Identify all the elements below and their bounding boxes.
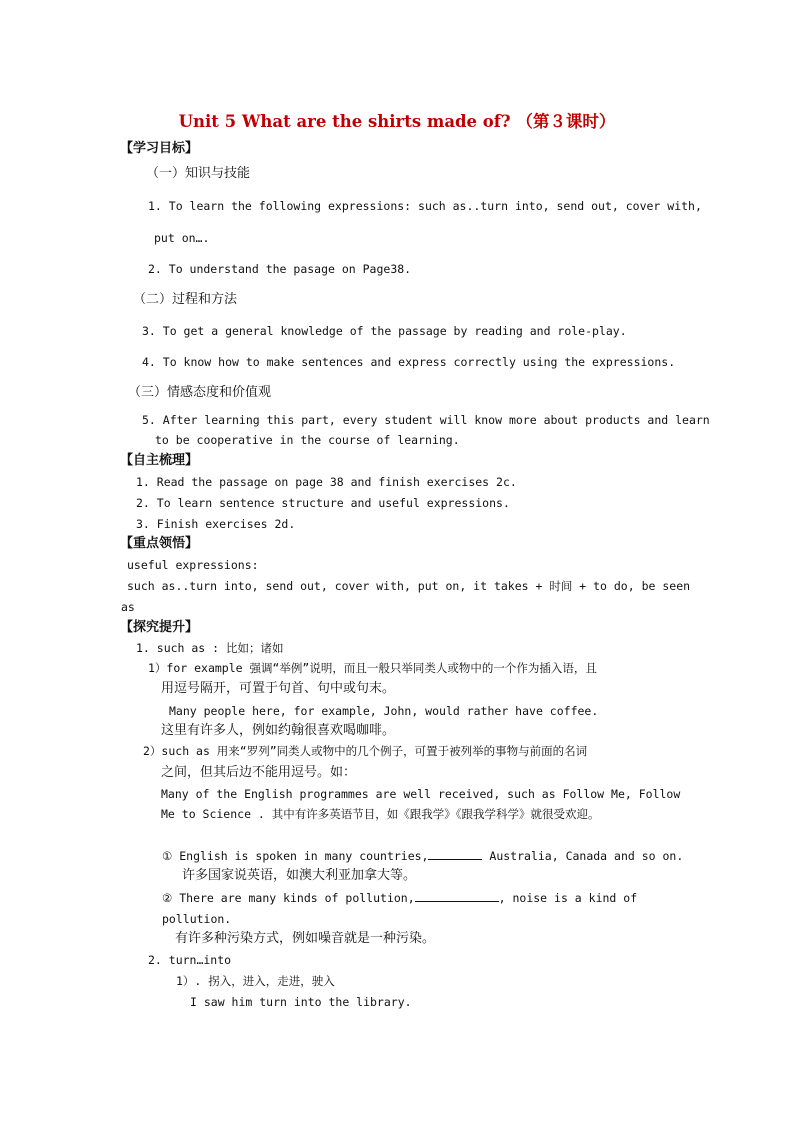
example-sentence-john: Many people here, for example, John, would rather have coffee. [169, 704, 599, 718]
goal-item-5-cont: to be cooperative in the course of learning. [155, 433, 460, 447]
point-1-2-such-as: 2）such as 用来“罗列”同类人或物中的几个例子，可置于被列举的事物与前面的名词 [143, 744, 588, 758]
exercise-2 [162, 890, 637, 906]
point-1-2-cont: 之间，但其后边不能用逗号。如： [161, 765, 357, 780]
example-sentence-programmes: Many of the English programmes are well received, such as Follow Me, Follow [161, 787, 681, 801]
useful-expressions-label: useful expressions: [127, 558, 259, 572]
section-heading-learning-goals: 【学习目标】 [120, 141, 199, 156]
useful-expressions-list-cont: as [121, 600, 135, 614]
exercise-2-blank[interactable] [415, 890, 499, 902]
self-study-item-2: 2. To learn sentence structure and useful expressions. [136, 496, 510, 510]
section-heading-self-study: 【自主梳理】 [120, 453, 199, 468]
self-study-item-3: 3. Finish exercises 2d. [136, 517, 296, 531]
example-sentence-programmes-cont: Me to Science . 其中有许多英语节目，如《跟我学》《跟我学科学》就很受欢迎。 [161, 807, 600, 821]
useful-expressions-list: such as..turn into, send out, cover with, put on, it takes + 时间 + to do, be seen [127, 579, 691, 593]
exercise-1-text-before: ① English is spoken in many countries, [162, 849, 429, 863]
subheading-process-method: （二）过程和方法 [133, 292, 238, 307]
point-1-such-as: 1. such as : 比如；诸如 [136, 641, 284, 655]
exercise-1-translation: 许多国家说英语，如澳大利亚加拿大等。 [182, 868, 417, 883]
goal-item-5: 5. After learning this part, every student will know more about products and learn [142, 413, 710, 427]
example-translation-john: 这里有许多人，例如约翰很喜欢喝咖啡。 [161, 723, 396, 738]
exercise-1-blank[interactable] [428, 848, 482, 860]
subheading-attitude-values: （三）情感态度和价值观 [128, 385, 272, 400]
page-title: Unit 5 What are the shirts made of? （第３课时） [178, 112, 616, 131]
goal-item-3: 3. To get a general knowledge of the passage by reading and role-play. [142, 324, 627, 338]
exercise-2-translation: 有许多种污染方式，例如噪音就是一种污染。 [175, 931, 436, 946]
exercise-1 [162, 848, 683, 864]
subheading-knowledge-skills: （一）知识与技能 [146, 166, 251, 181]
exercise-2-text-before: ② There are many kinds of pollution, [162, 891, 415, 905]
section-heading-exploration: 【探究提升】 [120, 620, 199, 635]
goal-item-1: 1. To learn the following expressions: such as..turn into, send out, cover with, [148, 199, 702, 213]
point-2-1-meaning: 1）. 拐入，进入，走进，驶入 [176, 974, 335, 988]
exercise-2-text-after: , noise is a kind of [498, 891, 638, 905]
example-sentence-library: I saw him turn into the library. [190, 995, 412, 1009]
goal-item-2: 2. To understand the pasage on Page38. [148, 262, 412, 276]
section-heading-key-points: 【重点领悟】 [120, 536, 199, 551]
point-2-turn-into: 2. turn…into [148, 953, 232, 967]
goal-item-1-cont: put on…. [154, 231, 210, 245]
point-1-1-for-example: 1）for example 强调“举例”说明，而且一般只举同类人或物中的一个作为插入语，且 [148, 661, 597, 675]
goal-item-4: 4. To know how to make sentences and express correctly using the expressions. [142, 355, 676, 369]
exercise-1-text-after: Australia, Canada and so on. [482, 849, 684, 863]
self-study-item-1: 1. Read the passage on page 38 and finish exercises 2c. [136, 475, 517, 489]
exercise-2-cont: pollution. [162, 912, 232, 926]
point-1-1-cont: 用逗号隔开，可置于句首、句中或句末。 [161, 681, 396, 696]
